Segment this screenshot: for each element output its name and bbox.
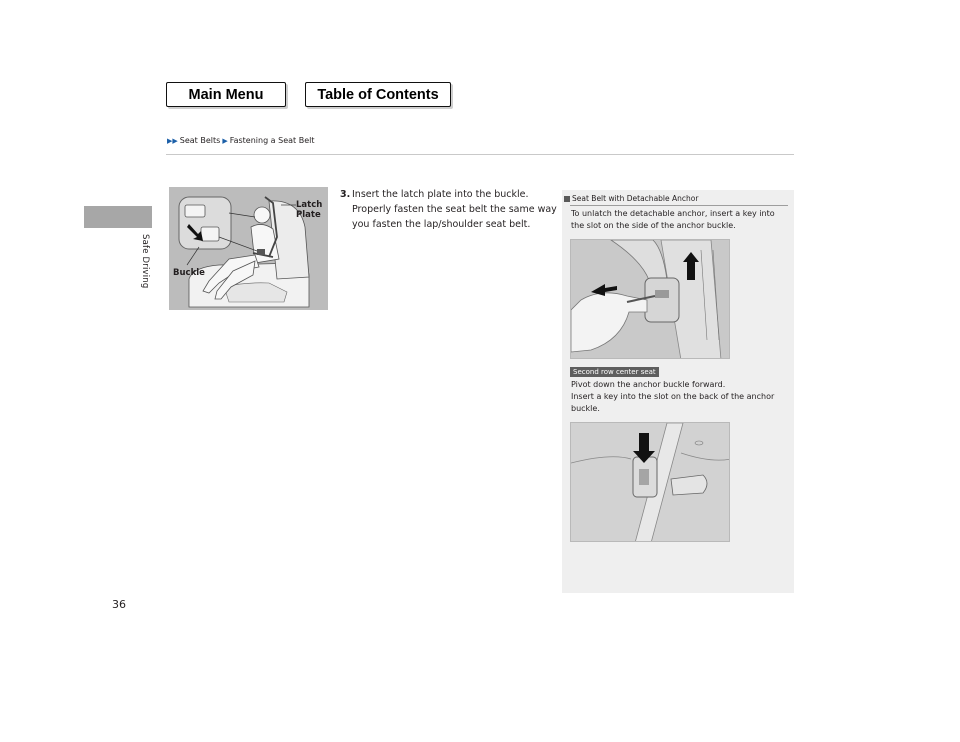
notes-divider [570,205,788,206]
notes-paragraph-2-line2: Insert a key into the slot on the back of the anchor buckle. [571,392,775,413]
section-tab [84,206,152,228]
header-divider [166,154,794,155]
latch-plate-label-line1: Latch [296,200,323,210]
breadcrumb-arrow-icon: ▶ [222,136,228,145]
table-of-contents-button[interactable]: Table of Contents [305,82,451,107]
breadcrumb-seat-belts[interactable]: Seat Belts [179,136,221,145]
instruction-step [340,187,560,232]
page-number: 36 [112,598,126,611]
notes-title [564,194,698,203]
seat-belt-illustration [169,187,328,310]
hand-key-anchor-image [571,240,730,359]
breadcrumb [167,136,314,145]
notes-sidebar [562,190,794,593]
notes-paragraph-2 [571,379,785,415]
notes-paragraph-2-line1: Pivot down the anchor buckle forward. [571,380,726,389]
step-number: 3. [340,189,351,200]
section-label: Safe Driving [140,234,150,289]
latch-plate-label-line2: Plate [296,210,321,220]
step-text: Insert the latch plate into the buckle. Properly fasten the seat belt the same way you fasten the lap/shoulder seat belt. [352,189,557,230]
buckle-label: Buckle [173,268,205,278]
notes-paragraph-1: To unlatch the detachable anchor, insert a key into the slot on the side of the anchor buckle. [571,209,775,230]
latch-plate-label [296,200,322,220]
notes-title-text: Seat Belt with Detachable Anchor [572,194,699,203]
unlatch-anchor-photo [570,239,730,359]
anchor-buckle-key-image [571,423,730,542]
breadcrumb-arrow-icon: ▶▶ [167,136,178,145]
breadcrumb-fastening: Fastening a Seat Belt [229,136,315,145]
main-menu-button[interactable]: Main Menu [166,82,286,107]
anchor-buckle-back-photo [570,422,730,542]
note-marker-icon [564,196,570,202]
seat-position-badge: Second row center seat [570,367,659,377]
